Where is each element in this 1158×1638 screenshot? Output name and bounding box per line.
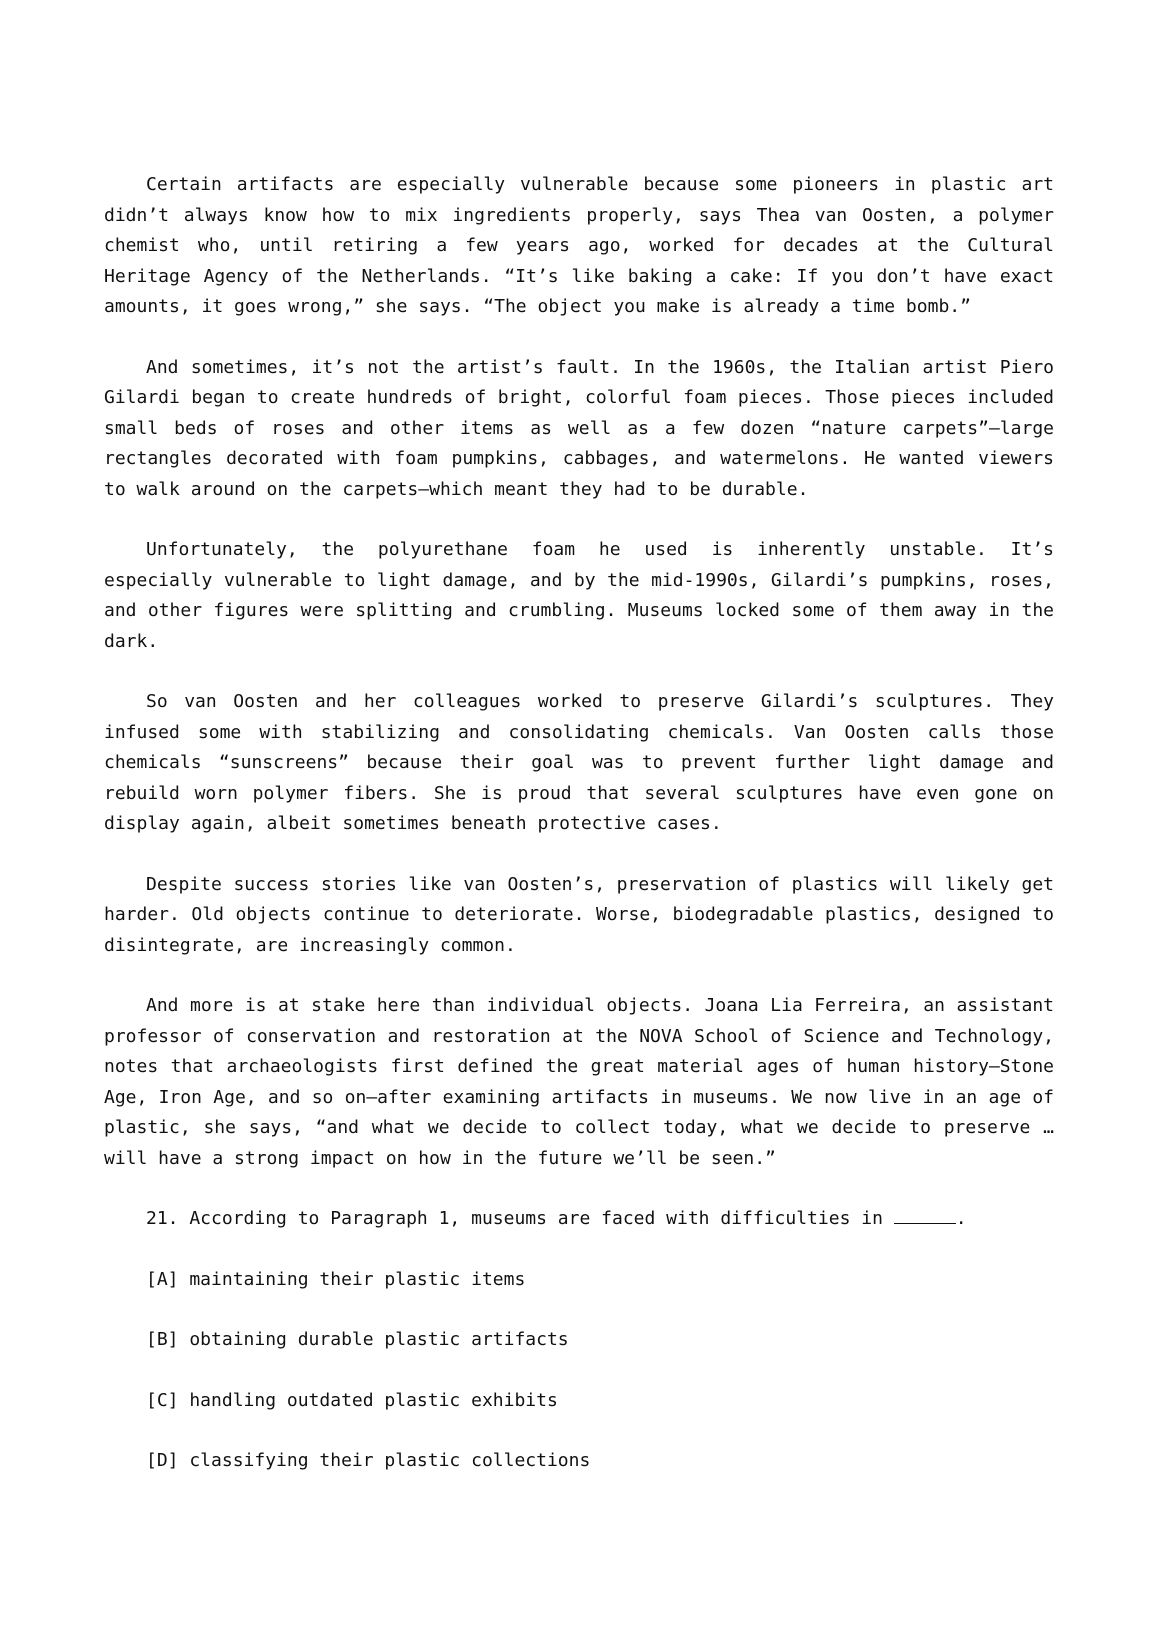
document-page	[104, 170, 1054, 1507]
paragraph-5: Despite success stories like van Oosten’s, preservation of plastics will likely get harder. Old objects continue to deteriorate. Worse, biodegradable plastics, designed to disintegrate, are increasingly common.	[104, 873, 1054, 956]
question-end: .	[955, 1208, 967, 1229]
paragraph-1: Certain artifacts are especially vulnerable because some pioneers in plastic art didn’t always know how to mix ingredients properly, says Thea van Oosten, a polymer chemist who, until retiring a few years ago, worked for decades at the Cultural Heritage Agency of the Netherlands. “It’s like baking a cake: If you don’t have exact amounts, it goes wrong,” she says. “The object you make is already a time bomb.”	[104, 174, 1054, 317]
option-b: [B] obtaining durable plastic artifacts	[146, 1329, 569, 1350]
option-c: [C] handling outdated plastic exhibits	[146, 1389, 558, 1411]
answer-blank	[894, 1205, 956, 1224]
question-21	[104, 1204, 1054, 1235]
question-stem: 21. According to Paragraph 1, museums are faced with difficulties in	[146, 1208, 883, 1229]
option-d: [D] classifying their plastic collections	[146, 1450, 591, 1471]
paragraph-3: Unfortunately, the polyurethane foam he used is inherently unstable. It’s especially vulnerable to light damage, and by the mid-1990s, Gilardi’s pumpkins, roses, and other figures were splitting and crumbling. Museums locked some of them away in the dark.	[104, 539, 1054, 652]
option-a: [A] maintaining their plastic items	[146, 1268, 526, 1290]
paragraph-6: And more is at stake here than individual objects. Joana Lia Ferreira, an assistant professor of conservation and restoration at the NOVA School of Science and Technology, notes that archaeologists first defined the great material ages of human history—Stone Age, Iron Age, and so on—after examining artifacts in museums. We now live in an age of plastic, she says, “and what we decide to collect today, what we decide to preserve … will have a strong impact on how in the future we’ll be seen.”	[104, 995, 1054, 1169]
paragraph-4: So van Oosten and her colleagues worked to preserve Gilardi’s sculptures. They infused some with stabilizing and consolidating chemicals. Van Oosten calls those chemicals “sunscreens” because their goal was to prevent further light damage and rebuild worn polymer fibers. She is proud that several sculptures have even gone on display again, albeit sometimes beneath protective cases.	[104, 691, 1054, 834]
paragraph-2: And sometimes, it’s not the artist’s fault. In the 1960s, the Italian artist Piero Gilardi began to create hundreds of bright, colorful foam pieces. Those pieces included small beds of roses and other items as well as a few dozen “nature carpets”—large rectangles decorated with foam pumpkins, cabbages, and watermelons. He wanted viewers to walk around on the carpets—which meant they had to be durable.	[104, 356, 1054, 500]
